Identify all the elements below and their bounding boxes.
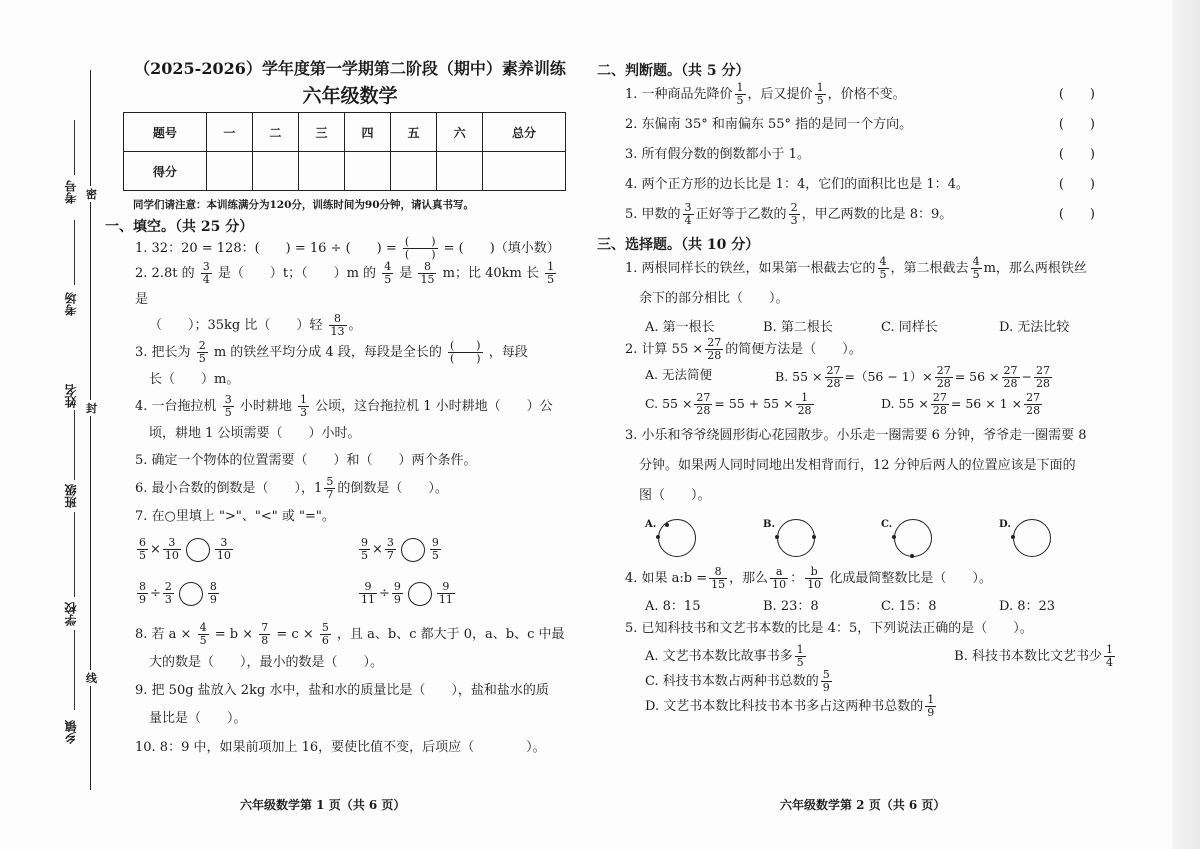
answer-paren[interactable]: ( )	[1058, 207, 1095, 222]
left-column	[105, 56, 575, 763]
fraction: $\frac{3}{4}$	[202, 260, 210, 286]
option-d[interactable]: D. 8：23	[999, 599, 1056, 614]
judge-question-5: 5. 甲数的 $\frac{3}{4}$ 正好等于乙数的 $\frac{2}{3}$ ，甲乙两数的比是 8：9。 ( )	[625, 200, 1117, 230]
score-cell: 五	[391, 113, 437, 152]
circle-diagram	[658, 519, 696, 557]
field-line	[74, 512, 75, 597]
choice-options-5-row1	[645, 644, 1117, 669]
field-line	[74, 220, 75, 285]
option-b[interactable]: B.	[763, 519, 881, 563]
choice-options-4	[645, 595, 1117, 614]
score-blank[interactable]	[298, 152, 344, 191]
judge-question-3: 3. 所有假分数的倒数都小于 1。 ( )	[625, 140, 1117, 170]
fraction: $\frac{2}{5}$	[198, 339, 206, 365]
choice-options-1	[645, 316, 1117, 335]
page-edge	[1172, 0, 1200, 849]
option-c[interactable]: C. 同样长	[881, 320, 938, 335]
answer-paren[interactable]: ( )	[1058, 147, 1095, 162]
question-1-4: 4. 一台拖拉机 $\frac{3}{5}$ 小时耕地 $\frac{1}{3}$ 公顷，这台拖拉机 1 小时耕地（ ）公 顷，耕地 1 公顷需要（ ）小时。	[135, 393, 553, 441]
score-blank[interactable]	[206, 152, 252, 191]
question-1-5: 5. 确定一个物体的位置需要（ ）和（ ）两个条件。	[135, 453, 477, 468]
field-township: 乡镇	[64, 720, 78, 744]
option-a[interactable]: A. 文艺书本数比故事书多 $\frac{1}{5}$	[645, 643, 804, 669]
compare-item: $\frac{8}{9}$ ÷ $\frac{2}{3}$ $\frac{8}{9}$	[139, 580, 217, 606]
option-d[interactable]: D. 文艺书本数比科技书本书多占这两种书总数的 $\frac{1}{9}$	[645, 693, 935, 719]
question-1-2: 2. 2.8t 的 $\frac{3}{4}$ 是（ ）t；（ ）m 的 $\frac{4}{5}$ 是 $\frac{8}{15}$ m；比 40km 长 $\frac{1}{5}$ 是 （ ）；35kg 比（ ）轻 $\frac{8}{13}$ 。	[135, 260, 555, 338]
option-d[interactable]: D.	[999, 519, 1117, 563]
fraction: $\frac{8}{13}$	[330, 312, 345, 338]
choice-question-4: 4. 如果 a:b = $\frac{8}{15}$ ，那么 $\frac{a}{10}$ ： $\frac{b}{10}$ 化成最简整数比是（ ）。	[625, 565, 992, 591]
answer-circle[interactable]	[401, 538, 425, 562]
question-1-6: 6. 最小合数的倒数是（ ），1 $\frac{5}{7}$ 的倒数是（ ）。	[135, 475, 448, 501]
score-table	[123, 112, 566, 191]
choice-options-3	[645, 519, 1117, 563]
circle-diagram	[1013, 519, 1051, 557]
section-1-title: 一、填空。（共 25 分）	[105, 219, 254, 235]
fraction: $\frac{1}{3}$	[299, 393, 307, 419]
score-cell: 总分	[483, 113, 566, 152]
seal-mark: 封	[86, 402, 97, 415]
answer-circle[interactable]	[408, 582, 432, 606]
field-school: 学校	[64, 602, 78, 626]
score-cell: 二	[252, 113, 298, 152]
score-cell: 四	[344, 113, 390, 152]
choice-question-1: 1. 两根同样长的铁丝，如果第一根截去它的 $\frac{4}{5}$ ，第二根截去 $\frac{4}{5}$ m，那么两根铁丝 余下的部分相比（ ）。	[625, 255, 1087, 306]
circle-diagram	[777, 519, 815, 557]
score-cell: 六	[437, 113, 483, 152]
judge-question-1: 1. 一种商品先降价 $\frac{1}{5}$ ，后又提价 $\frac{1}{5}$ ，价格不变。 ( )	[625, 80, 1117, 110]
score-cell: 题号	[124, 113, 207, 152]
field-exam-number: 考号	[64, 180, 78, 204]
compare-item: $\frac{6}{5}$ × $\frac{3}{10}$ $\frac{3}{10}$	[139, 536, 231, 562]
exam-subtitle: 六年级数学	[302, 85, 398, 107]
choice-options-5-row3	[645, 694, 1117, 720]
binding-margin	[0, 0, 100, 849]
answer-circle[interactable]	[186, 538, 210, 562]
question-1-1: 1. 32：20 = 128：( ) = 16 ÷ ( ) = $\frac{( )}{( )}$ = ( )（填小数）	[135, 235, 560, 261]
circle-diagram	[894, 519, 932, 557]
option-d[interactable]: D. 无法比较	[999, 320, 1070, 335]
score-blank[interactable]	[483, 152, 566, 191]
fraction: $\frac{5}{7}$	[326, 475, 334, 501]
choice-options-5-row2	[645, 669, 1117, 694]
answer-paren[interactable]: ( )	[1058, 177, 1095, 192]
fraction: $\frac{( )}{( )}$	[449, 339, 481, 365]
option-c[interactable]: C.	[881, 519, 999, 563]
option-b[interactable]: B. 科技书本数比文艺书少 $\frac{1}{4}$	[954, 643, 1113, 669]
question-1-7: 7. 在○里填上 ">"、"<" 或 "="。	[135, 509, 335, 524]
option-c[interactable]: C. 科技书本数占两种书总数的 $\frac{5}{9}$	[645, 668, 830, 694]
choice-question-2: 2. 计算 55 × $\frac{27}{28}$ 的简便方法是（ ）。	[625, 336, 862, 362]
fraction: $\frac{3}{5}$	[224, 393, 232, 419]
fraction: $\frac{4}{5}$	[384, 260, 392, 286]
field-line	[74, 410, 75, 480]
choice-question-3: 3. 小乐和爷爷绕圆形街心花园散步。小乐走一圈需要 6 分钟，爷爷走一圈需要 8 分钟。如果两人同时同地出发相背而行，12 分钟后两人的位置应该是下面的 图（ ）。	[625, 428, 1087, 503]
field-class: 班级	[64, 484, 78, 508]
choice-options-2-row1	[645, 365, 1117, 390]
answer-paren[interactable]: ( )	[1058, 117, 1095, 132]
choice-options-2-row2	[645, 392, 1117, 417]
option-c[interactable]: C. 55 × $\frac{27}{28}$ = 55 + 55 × $\frac{1}{28}$	[645, 391, 812, 417]
question-1-8: 8. 若 a × $\frac{4}{5}$ = b × $\frac{7}{8}$ = c × $\frac{5}{6}$ ，且 a、b、c 都大于 0，a、b、c 中最 大的数是（ ），最小的数是（ ）。	[135, 621, 565, 670]
field-line	[74, 120, 75, 175]
footer-right: 六年级数学第 2 页（共 6 页）	[780, 798, 946, 812]
question-1-7-items	[135, 531, 575, 621]
option-c[interactable]: C. 15：8	[881, 599, 937, 614]
score-table-header-row	[124, 113, 566, 152]
footer-left: 六年级数学第 1 页（共 6 页）	[240, 798, 406, 812]
option-b[interactable]: B. 23：8	[763, 599, 819, 614]
question-1-3: 3. 把长为 $\frac{2}{5}$ m 的铁丝平均分成 4 段，每段是全长的 $\frac{( )}{( )}$ ，每段 长（ ）m。	[135, 339, 528, 387]
field-name: 姓名	[64, 384, 78, 408]
seal-mark: 线	[86, 672, 97, 685]
compare-item: $\frac{9}{11}$ ÷ $\frac{9}{9}$ $\frac{9}{11}$	[361, 580, 453, 606]
option-b[interactable]: B. 55 × $\frac{27}{28}$ =（56 − 1）× $\frac{27}{28}$ = 56 × $\frac{27}{28}$ − $\frac{27}{28}$	[775, 364, 1051, 390]
option-d[interactable]: D. 55 × $\frac{27}{28}$ = 56 × 1 × $\frac{27}{28}$	[881, 391, 1041, 417]
option-a[interactable]: A. 8：15	[645, 599, 701, 614]
right-column	[597, 56, 1117, 720]
score-blank[interactable]	[437, 152, 483, 191]
answer-circle[interactable]	[179, 582, 203, 606]
question-1-9: 9. 把 50g 盐放入 2kg 水中，盐和水的质量比是（ ），盐和盐水的质 量比是（ ）。	[135, 683, 549, 726]
exam-notice: 同学们请注意：本训练满分为120分，训练时间为90分钟，请认真书写。	[133, 199, 475, 211]
score-blank[interactable]	[391, 152, 437, 191]
option-a[interactable]: A. 无法简便	[645, 367, 712, 382]
score-blank[interactable]	[252, 152, 298, 191]
score-cell: 一	[206, 113, 252, 152]
fraction: $\frac{1}{5}$	[547, 260, 555, 286]
section-3-title: 三、选择题。（共 10 分）	[597, 237, 760, 253]
seal-mark: 密	[86, 188, 97, 201]
judge-question-2: 2. 东偏南 35° 和南偏东 55° 指的是同一个方向。 ( )	[625, 110, 1117, 140]
question-1-10: 10. 8：9 中，如果前项加上 16，要使比值不变，后项应（ ）。	[135, 740, 546, 755]
score-cell: 三	[298, 113, 344, 152]
judge-question-4: 4. 两个正方形的边长比是 1：4，它们的面积比也是 1：4。 ( )	[625, 170, 1117, 200]
option-a[interactable]: A. 第一根长	[645, 320, 715, 335]
section-2-title: 二、判断题。（共 5 分）	[597, 63, 750, 79]
compare-item: $\frac{9}{5}$ × $\frac{3}{7}$ $\frac{9}{5}$	[361, 536, 439, 562]
score-row-label: 得分	[124, 152, 207, 191]
fraction: $\frac{( )}{( )}$	[404, 235, 436, 261]
choice-question-5: 5. 已知科技书和文艺书本数的比是 4：5，下列说法正确的是（ ）。	[625, 621, 1033, 636]
score-blank[interactable]	[344, 152, 390, 191]
field-line	[74, 630, 75, 710]
option-b[interactable]: B. 第二根长	[763, 320, 833, 335]
option-a[interactable]: A.	[645, 519, 763, 563]
answer-paren[interactable]: ( )	[1058, 87, 1095, 102]
exam-title: （2025-2026）学年度第一学期第二阶段（期中）素养训练	[134, 59, 566, 78]
field-exam-room: 考场	[64, 292, 78, 316]
fraction: $\frac{8}{15}$	[420, 260, 435, 286]
score-table-score-row	[124, 152, 566, 191]
